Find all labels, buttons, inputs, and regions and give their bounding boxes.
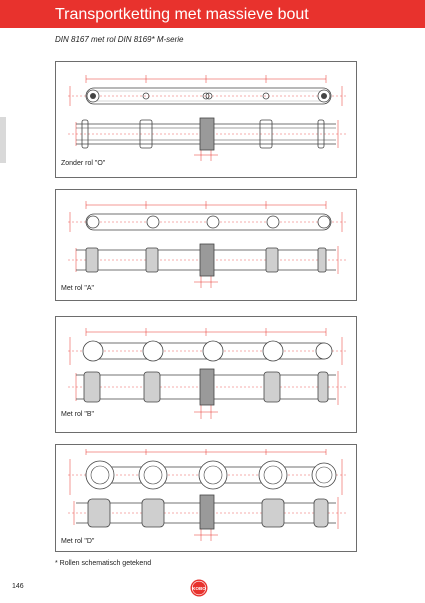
panel-label-b: Met rol "B" <box>61 411 94 418</box>
panel-label-o: Zonder rol "O" <box>61 160 106 167</box>
panel-label-d: Met rol "D" <box>61 538 95 545</box>
drawing-panel-o <box>55 61 357 178</box>
kobo-logo <box>190 579 208 597</box>
footnote: * Rollen schematisch getekend <box>55 560 152 567</box>
subtitle: DIN 8167 met rol DIN 8169* M-serie <box>55 35 184 44</box>
chain-drawing-d <box>56 445 357 552</box>
drawing-panel-b <box>55 316 357 433</box>
chain-drawing-a <box>56 190 357 301</box>
drawing-panel-d <box>55 444 357 552</box>
svg-text:KOBO: KOBO <box>192 586 206 591</box>
page-number: 146 <box>12 583 24 590</box>
title-bar <box>0 0 425 28</box>
panel-label-a: Met rol "A" <box>61 285 94 292</box>
drawing-panel-a <box>55 189 357 301</box>
chain-drawing-b <box>56 317 357 433</box>
side-tab-marker <box>0 117 6 163</box>
page-title: Transportketting met massieve bout <box>55 6 309 23</box>
